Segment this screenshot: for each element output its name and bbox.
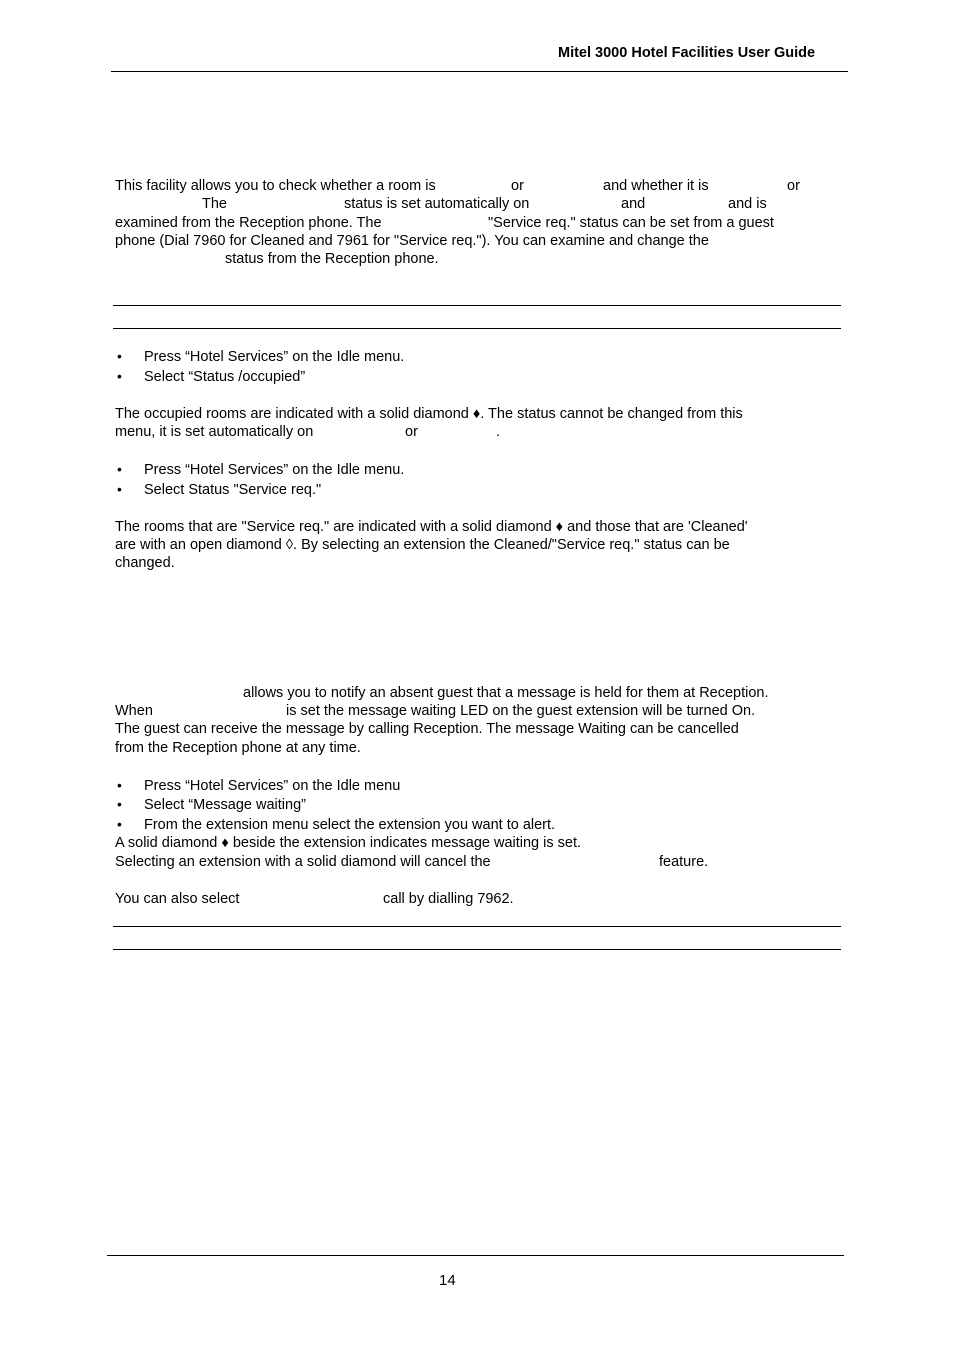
service-para-line-3: changed.	[115, 555, 175, 571]
list-item: Select “Message waiting”	[144, 797, 306, 813]
intro-line-1a: This facility allows you to check whether a room is	[115, 178, 436, 194]
section-rule	[113, 328, 841, 329]
intro-line-2c: and	[621, 196, 646, 212]
message-line-2b: is set the message waiting LED on the guest extension will be turned On.	[286, 703, 756, 719]
message-note-2a: Selecting an extension with a solid diamond will cancel the	[115, 854, 491, 870]
message-note-3b: call by dialling 7962.	[383, 891, 514, 907]
intro-line-2b: status is set automatically on	[344, 196, 530, 212]
message-note-2b: feature.	[659, 854, 709, 870]
section-rule	[113, 926, 841, 927]
section-rule	[113, 305, 841, 306]
intro-line-1b: or	[511, 178, 524, 194]
bullet-icon: •	[117, 461, 122, 477]
list-item: Press “Hotel Services” on the Idle menu.	[144, 462, 405, 478]
intro-line-2a: The	[202, 196, 227, 212]
page-header-title: Mitel 3000 Hotel Facilities User Guide	[558, 45, 816, 61]
bullet-icon: •	[117, 481, 122, 497]
message-line-2a: When	[115, 703, 153, 719]
message-line-3: The guest can receive the message by calling Reception. The message Waiting can be cancelled	[115, 721, 739, 737]
intro-line-1d: or	[787, 178, 800, 194]
occupied-para-line-1: The occupied rooms are indicated with a solid diamond ♦. The status cannot be changed from this	[115, 406, 743, 422]
header-rule	[111, 71, 848, 72]
message-line-4: from the Reception phone at any time.	[115, 740, 361, 756]
list-item: Select Status "Service req."	[144, 482, 322, 498]
message-note-3a: You can also select	[115, 891, 240, 907]
intro-line-2d: and is	[728, 196, 767, 212]
list-item: From the extension menu select the extension you want to alert.	[144, 817, 556, 833]
bullet-icon: •	[117, 796, 122, 812]
occupied-para-line-2b: or	[405, 424, 418, 440]
occupied-para-line-2c: .	[496, 424, 501, 440]
intro-line-3b: "Service req." status can be set from a guest	[488, 215, 774, 231]
intro-line-5: status from the Reception phone.	[225, 251, 439, 267]
message-note-1: A solid diamond ♦ beside the extension indicates message waiting is set.	[115, 835, 582, 851]
section-rule	[113, 949, 841, 950]
bullet-icon: •	[117, 816, 122, 832]
bullet-icon: •	[117, 368, 122, 384]
service-para-line-2: are with an open diamond ◊. By selecting an extension the Cleaned/"Service req." status can be	[115, 537, 730, 553]
intro-line-3a: examined from the Reception phone. The	[115, 215, 382, 231]
bullet-icon: •	[117, 777, 122, 793]
list-item: Press “Hotel Services” on the Idle menu.	[144, 349, 405, 365]
list-item: Press “Hotel Services” on the Idle menu	[144, 778, 401, 794]
service-para-line-1: The rooms that are "Service req." are indicated with a solid diamond ♦ and those that are 'Cleaned'	[115, 519, 748, 535]
footer-rule	[107, 1255, 844, 1256]
list-item: Select “Status /occupied”	[144, 369, 306, 385]
message-line-1: allows you to notify an absent guest that a message is held for them at Reception.	[243, 685, 769, 701]
occupied-para-line-2a: menu, it is set automatically on	[115, 424, 314, 440]
intro-line-1c: and whether it is	[603, 178, 709, 194]
intro-line-4: phone (Dial 7960 for Cleaned and 7961 for "Service req."). You can examine and change the	[115, 233, 709, 249]
bullet-icon: •	[117, 348, 122, 364]
page-number: 14	[439, 1272, 456, 1289]
